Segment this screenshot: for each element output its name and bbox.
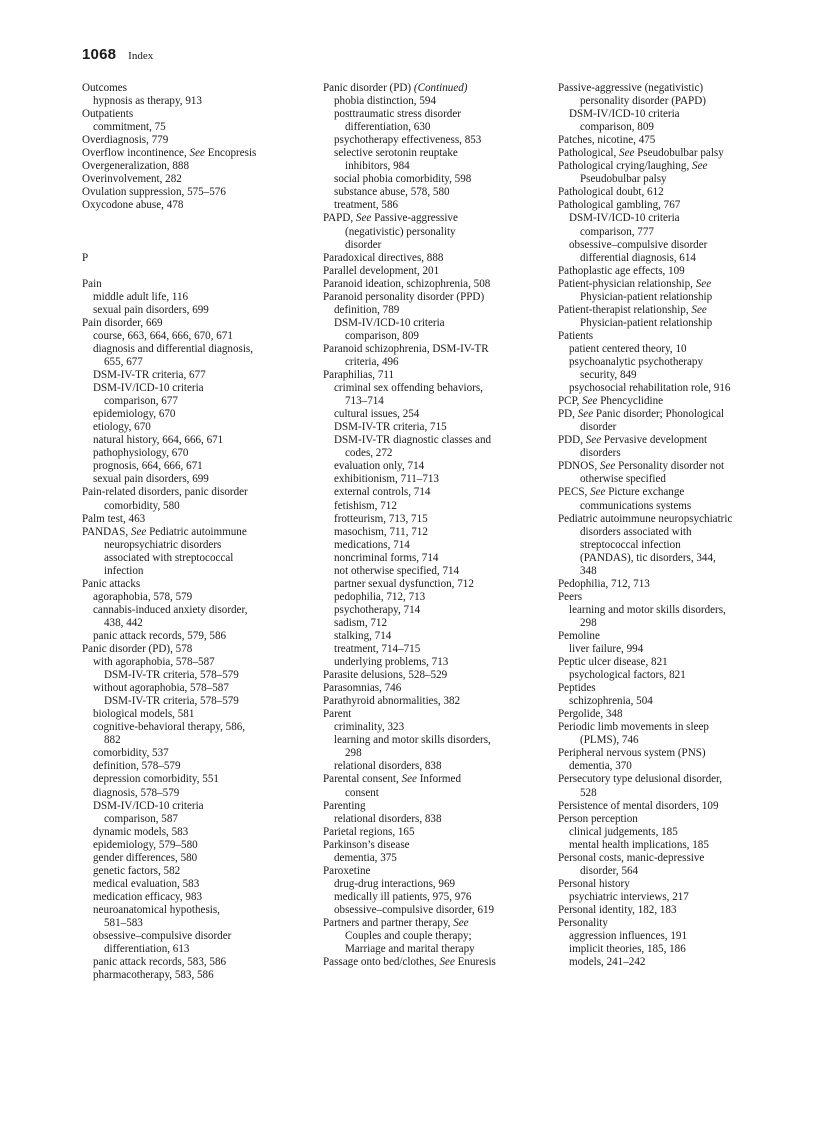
index-subentry: DSM-IV/ICD-10 criteria: [569, 212, 680, 225]
index-entry: Passage onto bed/clothes, See Enuresis: [323, 956, 496, 969]
index-entry: Persistence of mental disorders, 109: [558, 799, 719, 812]
index-subentry: learning and motor skills disorders,: [569, 603, 726, 616]
index-subentry: models, 241–242: [569, 956, 646, 969]
index-column-1: [82, 82, 302, 982]
index-subentry: obsessive–compulsive disorder, 619: [334, 903, 495, 916]
index-subentry: comparison, 777: [580, 225, 654, 238]
index-entry: PDNOS, See Personality disorder not: [558, 460, 725, 473]
index-subentry: psychosocial rehabilitation role, 916: [569, 382, 731, 395]
index-subentry: dementia, 370: [569, 760, 632, 773]
index-subentry: communications systems: [580, 499, 692, 512]
index-subentry: panic attack records, 579, 586: [93, 629, 227, 642]
spacer: [82, 212, 302, 225]
index-subentry: consent: [345, 786, 379, 799]
index-subentry: epidemiology, 579–580: [93, 838, 198, 851]
index-entry: PANDAS, See Pediatric autoimmune: [82, 525, 247, 538]
index-subentry: partner sexual dysfunction, 712: [334, 577, 474, 590]
index-subentry: panic attack records, 583, 586: [93, 956, 227, 969]
index-subentry: criminal sex offending behaviors,: [334, 382, 483, 395]
index-subentry: implicit theories, 185, 186: [569, 943, 686, 956]
index-entry: Oxycodone abuse, 478: [82, 199, 184, 212]
index-entry: Patches, nicotine, 475: [558, 134, 656, 147]
index-subentry: medical evaluation, 583: [93, 877, 200, 890]
index-entry: Palm test, 463: [82, 512, 146, 525]
index-subentry: gender differences, 580: [93, 851, 198, 864]
index-subentry: learning and motor skills disorders,: [334, 734, 491, 747]
index-subentry: associated with streptococcal: [104, 551, 234, 564]
index-subentry: inhibitors, 984: [345, 160, 410, 173]
index-entry: PDD, See Pervasive development: [558, 434, 708, 447]
index-entry: Parasomnias, 746: [323, 682, 402, 695]
index-subentry: genetic factors, 582: [93, 864, 181, 877]
index-entry: Passive-aggressive (negativistic): [558, 82, 704, 94]
index-subentry: selective serotonin reuptake: [334, 147, 458, 160]
index-entry: Peptides: [558, 682, 596, 695]
index-entry: Pain-related disorders, panic disorder: [82, 486, 248, 499]
index-entry: Pain: [82, 277, 102, 290]
index-subentry: (PANDAS), tic disorders, 344,: [580, 551, 716, 564]
index-entry: Patient-physician relationship, See: [558, 277, 712, 290]
index-subentry: DSM-IV-TR criteria, 715: [334, 421, 447, 434]
index-entry: Ovulation suppression, 575–576: [82, 186, 226, 199]
index-entry: Pediatric autoimmune neuropsychiatric: [558, 512, 733, 525]
index-subentry: security, 849: [580, 369, 637, 382]
index-subentry: disorder, 564: [580, 864, 639, 877]
index-subentry: commitment, 75: [93, 121, 166, 134]
index-subentry: stalking, 714: [334, 629, 392, 642]
index-subentry: 581–583: [104, 917, 143, 929]
index-subentry: relational disorders, 838: [334, 760, 442, 773]
index-subentry: (negativistic) personality: [345, 225, 456, 238]
index-entry: Paranoid schizophrenia, DSM-IV-TR: [323, 342, 489, 355]
index-entry: Peers: [558, 590, 583, 603]
index-subentry: medications, 714: [334, 538, 410, 551]
spacer: [82, 265, 302, 278]
index-subentry: 298: [345, 747, 362, 760]
spacer: [82, 239, 302, 252]
index-subentry: psychotherapy, 714: [334, 603, 421, 616]
index-subentry: diagnosis and differential diagnosis,: [93, 342, 254, 355]
index-subentry: 528: [580, 786, 597, 799]
index-subentry: psychological factors, 821: [569, 669, 686, 682]
index-subentry: disorder: [580, 421, 617, 434]
index-subentry: social phobia comorbidity, 598: [334, 173, 472, 186]
index-subentry: course, 663, 664, 666, 670, 671: [93, 329, 233, 342]
index-subentry: relational disorders, 838: [334, 812, 442, 825]
index-subentry: mental health implications, 185: [569, 838, 709, 851]
index-subentry: DSM-IV/ICD-10 criteria: [93, 799, 204, 812]
index-subentry: Couples and couple therapy;: [345, 930, 472, 943]
index-subentry: otherwise specified: [580, 473, 666, 486]
index-subentry: epidemiology, 670: [93, 408, 176, 421]
index-subentry: agoraphobia, 578, 579: [93, 590, 193, 603]
index-subentry: 713–714: [345, 395, 384, 408]
index-subentry: treatment, 714–715: [334, 643, 421, 656]
index-subentry: definition, 578–579: [93, 760, 181, 773]
index-entry: Personality: [558, 917, 608, 929]
spacer: [82, 226, 302, 239]
index-subentry: sexual pain disorders, 699: [93, 303, 209, 316]
index-entry: Outcomes: [82, 82, 127, 94]
index-subentry: comparison, 677: [104, 395, 178, 408]
index-column-2: [323, 82, 553, 969]
index-subentry: personality disorder (PAPD): [580, 95, 706, 108]
index-subentry: criminality, 323: [334, 721, 405, 734]
index-entry: Persecutory type delusional disorder,: [558, 773, 723, 786]
index-subentry: sexual pain disorders, 699: [93, 473, 209, 486]
index-entry: Overgeneralization, 888: [82, 160, 189, 173]
index-subentry: psychoanalytic psychotherapy: [569, 355, 704, 368]
index-subentry: psychiatric interviews, 217: [569, 890, 689, 903]
index-entry: Person perception: [558, 812, 638, 825]
index-subentry: (PLMS), 746: [580, 734, 639, 747]
index-subentry: DSM-IV/ICD-10 criteria: [569, 108, 680, 121]
index-entry: Pain disorder, 669: [82, 316, 163, 329]
index-subentry: biological models, 581: [93, 708, 195, 721]
index-entry: Pathological, See Pseudobulbar palsy: [558, 147, 724, 160]
index-entry: Parkinson’s disease: [323, 838, 410, 851]
index-subentry: differentiation, 613: [104, 943, 190, 956]
index-entry: PCP, See Phencyclidine: [558, 395, 664, 408]
index-entry: Overdiagnosis, 779: [82, 134, 169, 147]
index-subentry: noncriminal forms, 714: [334, 551, 439, 564]
index-subentry: comorbidity, 537: [93, 747, 169, 760]
index-subentry: liver failure, 994: [569, 643, 644, 656]
index-subentry: medication efficacy, 983: [93, 890, 203, 903]
index-subentry: treatment, 586: [334, 199, 399, 212]
index-subentry: pharmacotherapy, 583, 586: [93, 969, 214, 982]
index-subentry: with agoraphobia, 578–587: [93, 656, 215, 669]
index-subentry: depression comorbidity, 551: [93, 773, 219, 786]
index-entry: PECS, See Picture exchange: [558, 486, 685, 499]
index-entry: Periodic limb movements in sleep: [558, 721, 709, 734]
index-subentry: phobia distinction, 594: [334, 95, 436, 108]
index-entry: Parasite delusions, 528–529: [323, 669, 448, 682]
index-subentry: masochism, 711, 712: [334, 525, 428, 538]
index-entry: Pathological doubt, 612: [558, 186, 664, 199]
index-subentry: cognitive-behavioral therapy, 586,: [93, 721, 246, 734]
index-entry: Parallel development, 201: [323, 264, 440, 277]
index-subentry: pathophysiology, 670: [93, 447, 189, 460]
index-subentry: Physician-patient relationship: [580, 316, 713, 329]
index-subentry: etiology, 670: [93, 421, 151, 434]
index-subentry: external controls, 714: [334, 486, 431, 499]
index-subentry: 438, 442: [104, 616, 143, 629]
index-subentry: differentiation, 630: [345, 121, 431, 134]
index-subentry: DSM-IV-TR criteria, 677: [93, 369, 206, 382]
index-subentry: fetishism, 712: [334, 499, 397, 512]
index-subentry: 298: [580, 616, 597, 629]
index-subentry: dementia, 375: [334, 851, 397, 864]
index-subentry: comorbidity, 580: [104, 499, 180, 512]
index-entry: Overinvolvement, 282: [82, 173, 182, 186]
index-entry: Pathological crying/laughing, See: [558, 160, 708, 173]
index-entry: Parental consent, See Informed: [323, 773, 462, 786]
index-subentry: DSM-IV/ICD-10 criteria: [334, 316, 445, 329]
index-subentry: substance abuse, 578, 580: [334, 186, 450, 199]
index-subentry: cultural issues, 254: [334, 408, 420, 421]
index-subentry: patient centered theory, 10: [569, 342, 687, 355]
index-subentry: differential diagnosis, 614: [580, 251, 696, 264]
index-subentry: hypnosis as therapy, 913: [93, 95, 202, 108]
index-subentry: psychotherapy effectiveness, 853: [334, 134, 482, 147]
index-entry: Patient-therapist relationship, See: [558, 303, 707, 316]
index-subentry: schizophrenia, 504: [569, 695, 653, 708]
index-entry: Pedophilia, 712, 713: [558, 577, 650, 590]
index-subentry: definition, 789: [334, 303, 400, 316]
index-subentry: Physician-patient relationship: [580, 290, 713, 303]
index-subentry: 348: [580, 564, 597, 577]
index-subentry: prognosis, 664, 666, 671: [93, 460, 203, 473]
index-subentry: natural history, 664, 666, 671: [93, 434, 224, 447]
index-subentry: diagnosis, 578–579: [93, 786, 180, 799]
index-entry: Paranoid ideation, schizophrenia, 508: [323, 277, 491, 290]
index-subentry: dynamic models, 583: [93, 825, 189, 838]
index-subentry: cannabis-induced anxiety disorder,: [93, 603, 248, 616]
index-subentry: 655, 677: [104, 355, 143, 368]
index-entry: Pathological gambling, 767: [558, 199, 681, 212]
index-subentry: without agoraphobia, 578–587: [93, 682, 229, 695]
index-subentry: aggression influences, 191: [569, 930, 687, 943]
index-subentry: neuropsychiatric disorders: [104, 538, 222, 551]
index-subentry: posttraumatic stress disorder: [334, 108, 461, 121]
index-entry: PD, See Panic disorder; Phonological: [558, 408, 725, 421]
index-entry: Partners and partner therapy, See: [323, 917, 469, 929]
index-entry: Peripheral nervous system (PNS): [558, 747, 706, 760]
index-subentry: 882: [104, 734, 121, 747]
index-entry: Parenting: [323, 799, 366, 812]
page-header: [82, 46, 153, 66]
index-entry: Outpatients: [82, 108, 134, 121]
index-subentry: disorders: [580, 447, 621, 460]
index-subentry: comparison, 809: [580, 121, 654, 134]
index-subentry: disorders associated with: [580, 525, 692, 538]
index-entry: Parent: [323, 708, 352, 721]
index-subentry: middle adult life, 116: [93, 290, 189, 303]
index-entry: Paradoxical directives, 888: [323, 251, 444, 264]
index-subentry: obsessive–compulsive disorder: [569, 238, 708, 251]
index-subentry: drug-drug interactions, 969: [334, 877, 456, 890]
index-subentry: not otherwise specified, 714: [334, 564, 460, 577]
index-entry: Pergolide, 348: [558, 708, 623, 721]
index-entry: PAPD, See Passive-aggressive: [323, 212, 458, 225]
running-head: Index: [128, 50, 154, 62]
index-entry: Peptic ulcer disease, 821: [558, 656, 668, 669]
index-subentry: underlying problems, 713: [334, 656, 449, 669]
index-subentry: disorder: [345, 238, 382, 251]
index-subentry: comparison, 809: [345, 329, 419, 342]
index-subentry: obsessive–compulsive disorder: [93, 930, 232, 943]
index-subentry: pedophilia, 712, 713: [334, 590, 426, 603]
index-subentry: DSM-IV/ICD-10 criteria: [93, 382, 204, 395]
index-entry: Paranoid personality disorder (PPD): [323, 290, 485, 303]
index-entry: Paraphilias, 711: [323, 369, 395, 382]
page-number: 1068: [82, 46, 117, 63]
index-entry: Personal history: [558, 877, 630, 890]
index-entry: Parietal regions, 165: [323, 825, 415, 838]
index-subentry: sadism, 712: [334, 616, 388, 629]
index-subentry: codes, 272: [345, 447, 393, 460]
index-subentry: Pseudobulbar palsy: [580, 173, 667, 186]
index-column-3: [558, 82, 793, 969]
index-subentry: streptococcal infection: [580, 538, 681, 551]
index-subentry: clinical judgements, 185: [569, 825, 678, 838]
index-entry: Panic attacks: [82, 577, 141, 590]
index-entry: Pathoplastic age effects, 109: [558, 264, 685, 277]
index-entry: Parathyroid abnormalities, 382: [323, 695, 461, 708]
index-entry: Personal costs, manic-depressive: [558, 851, 705, 864]
index-entry: Personal identity, 182, 183: [558, 903, 677, 916]
index-subentry: DSM-IV-TR criteria, 578–579: [104, 695, 239, 708]
index-entry: Patients: [558, 329, 594, 342]
index-subentry: neuroanatomical hypothesis,: [93, 903, 220, 916]
index-subentry: medically ill patients, 975, 976: [334, 890, 472, 903]
index-subentry: criteria, 496: [345, 355, 399, 368]
index-entry: Overflow incontinence, See Encopresis: [82, 147, 257, 160]
index-subentry: DSM-IV-TR diagnostic classes and: [334, 434, 492, 447]
index-entry: Panic disorder (PD) (Continued): [323, 82, 468, 94]
index-subentry: frotteurism, 713, 715: [334, 512, 428, 525]
index-subentry: comparison, 587: [104, 812, 178, 825]
section-letter: P: [82, 251, 89, 264]
index-entry: Paroxetine: [323, 864, 371, 877]
index-subentry: Marriage and marital therapy: [345, 943, 475, 956]
index-subentry: DSM-IV-TR criteria, 578–579: [104, 669, 239, 682]
index-subentry: infection: [104, 564, 144, 577]
index-entry: Pemoline: [558, 629, 600, 642]
index-subentry: exhibitionism, 711–713: [334, 473, 439, 486]
index-subentry: evaluation only, 714: [334, 460, 425, 473]
index-entry: Panic disorder (PD), 578: [82, 643, 193, 656]
